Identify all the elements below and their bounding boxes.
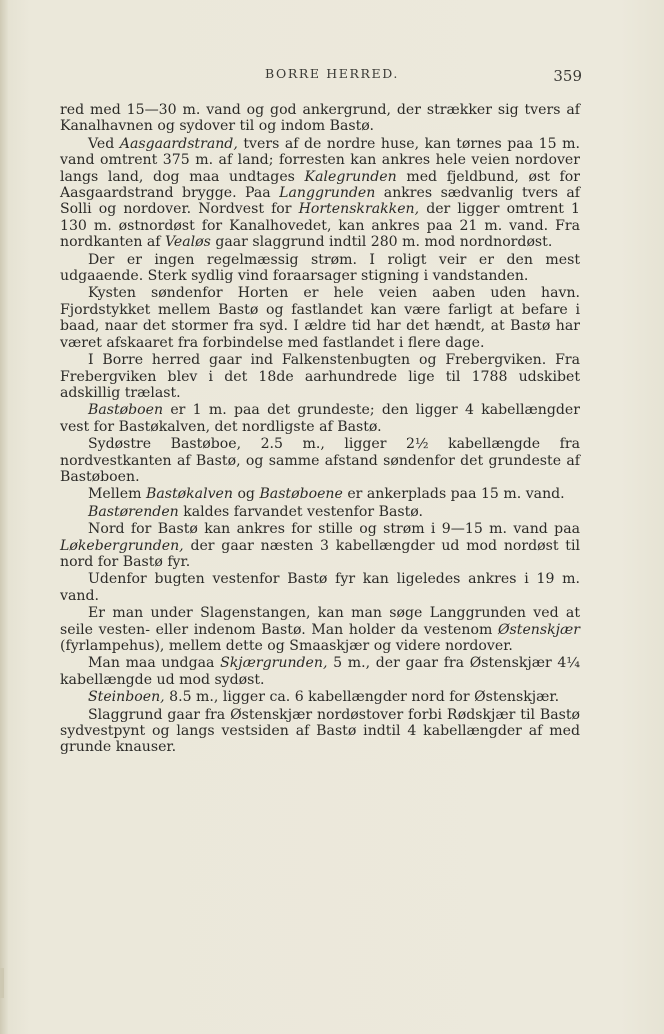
text-run: med fjeldbund, øst for Aasgaardstrand brygge. Paa xyxy=(60,168,580,202)
paragraph xyxy=(60,285,580,351)
text-run: og xyxy=(232,486,260,503)
text-run: Er man under Slagenstangen, kan man søge Langgrunden ved at seile vesten- eller indenom Bastø. Man holder da vestenom xyxy=(60,605,580,638)
paragraph xyxy=(60,571,580,604)
italic-place-name: Steinboen, xyxy=(88,689,165,706)
italic-place-name: Skjærgrunden, xyxy=(220,655,328,672)
italic-place-name: Bastørenden xyxy=(88,503,179,520)
italic-place-name: Vealøs xyxy=(165,234,211,251)
body-text xyxy=(60,102,580,757)
text-run: der gaar næsten 3 kabellængder ud mod nordøst til nord for Bastø fyr. xyxy=(60,537,580,570)
text-run: 5 m., der gaar fra Østenskjær 4¼ kabellængde ud mod sydøst. xyxy=(60,655,580,688)
paragraph xyxy=(60,252,580,285)
text-run: Udenfor bugten vestenfor Bastø fyr kan ligeledes ankres i 19 m. vand. xyxy=(60,571,580,604)
page-number: 359 xyxy=(553,67,582,85)
running-title: BORRE HERRED. xyxy=(265,66,399,81)
italic-place-name: Bastøboen xyxy=(88,402,164,419)
text-run: Kysten søndenfor Horten er hele veien aaben uden havn. Fjordstykket mellem Bastø og fastlandet kan være farligt at befare i baad, naar det stormer fra syd. I ældre tid har det hændt, at Bastø har været afskaaret fra forbindelse med fastlandet i flere dage. xyxy=(60,285,580,351)
text-run: ankres sædvanlig tvers af Solli og nordover. Nordvest for xyxy=(60,185,580,218)
italic-place-name: Hortenskrakken, xyxy=(298,201,420,218)
text-run: Mellem xyxy=(88,486,146,503)
text-run: (fyrlampehus), mellem dette og Smaaskjær og videre nordover. xyxy=(60,638,513,654)
paragraph xyxy=(60,352,580,401)
text-run: er ankerplads paa 15 m. vand. xyxy=(342,486,565,503)
italic-place-name: Langgrunden xyxy=(279,185,376,202)
text-run: I Borre herred gaar ind Falkenstenbugten og Frebergviken. Fra Frebergviken blev i det 18de aarhundrede lige til 1788 udskibet adskillig trælast. xyxy=(60,352,580,401)
paragraph xyxy=(60,504,580,520)
text-run: er 1 m. paa det grundeste; den ligger 4 kabellængder vest for Bastøkalven, det nordligste af Bastø. xyxy=(60,402,580,435)
text-run: tvers af de nordre huse, kan tørnes paa 15 m. vand omtrent 375 m. af land; forresten kan ankres hele veien nordover langs land, dog maa undtages xyxy=(60,135,580,185)
text-run: gaar slaggrund indtil 280 m. mod nordnordøst. xyxy=(210,234,553,251)
text-run: Nord for Bastø kan ankres for stille og strøm i 9—15 m. vand paa xyxy=(88,521,580,538)
paragraph xyxy=(60,689,580,705)
paragraph xyxy=(60,102,580,135)
paragraph xyxy=(60,486,580,502)
text-run: Sydøstre Bastøboe, 2.5 m., ligger 2½ kabellængde fra nordvestkanten af Bastø, og samme afstand søndenfor det grundeste af Bastøboen. xyxy=(60,436,580,485)
text-run: 8.5 m., ligger ca. 6 kabellængder nord for Østenskjær. xyxy=(164,689,560,706)
text-run: der ligger omtrent 1 130 m. østnordøst for Kanalhovedet, kan ankres paa 21 m. vand. Fra nordkanten af xyxy=(60,201,580,251)
italic-place-name: Bastøboene xyxy=(259,486,343,503)
page-header xyxy=(0,66,664,86)
italic-place-name: Kalegrunden xyxy=(304,168,397,185)
italic-place-name: Østenskjær xyxy=(498,621,580,638)
text-run: red med 15—30 m. vand og god ankergrund, der strækker sig tvers af Kanalhavnen og sydover til og indom Bastø. xyxy=(60,102,580,135)
page-edge-mark xyxy=(0,968,4,998)
paragraph xyxy=(60,436,580,485)
text-run: Man maa undgaa xyxy=(88,655,221,672)
italic-place-name: Aasgaardstrand, xyxy=(119,135,238,152)
paragraph xyxy=(60,136,580,251)
paragraph xyxy=(60,605,580,654)
paragraph xyxy=(60,402,580,435)
text-run: Der er ingen regelmæssig strøm. I roligt veir er den mest udgaaende. Sterk sydlig vind foraarsager stigning i vandstanden. xyxy=(60,251,580,285)
text-run: Ved xyxy=(88,135,120,152)
paragraph xyxy=(60,707,580,756)
text-run: Slaggrund gaar fra Østenskjær nordøstover forbi Rødskjær til Bastø sydvestpynt og langs vestsiden af Bastø indtil 4 kabellængder af med grunde knauser. xyxy=(60,706,580,756)
page-binding-edge xyxy=(0,0,8,1034)
text-run: kaldes farvandet vestenfor Bastø. xyxy=(178,503,423,520)
italic-place-name: Løkebergrunden, xyxy=(60,537,184,554)
italic-place-name: Bastøkalven xyxy=(145,486,233,503)
paragraph xyxy=(60,521,580,570)
paragraph xyxy=(60,655,580,688)
